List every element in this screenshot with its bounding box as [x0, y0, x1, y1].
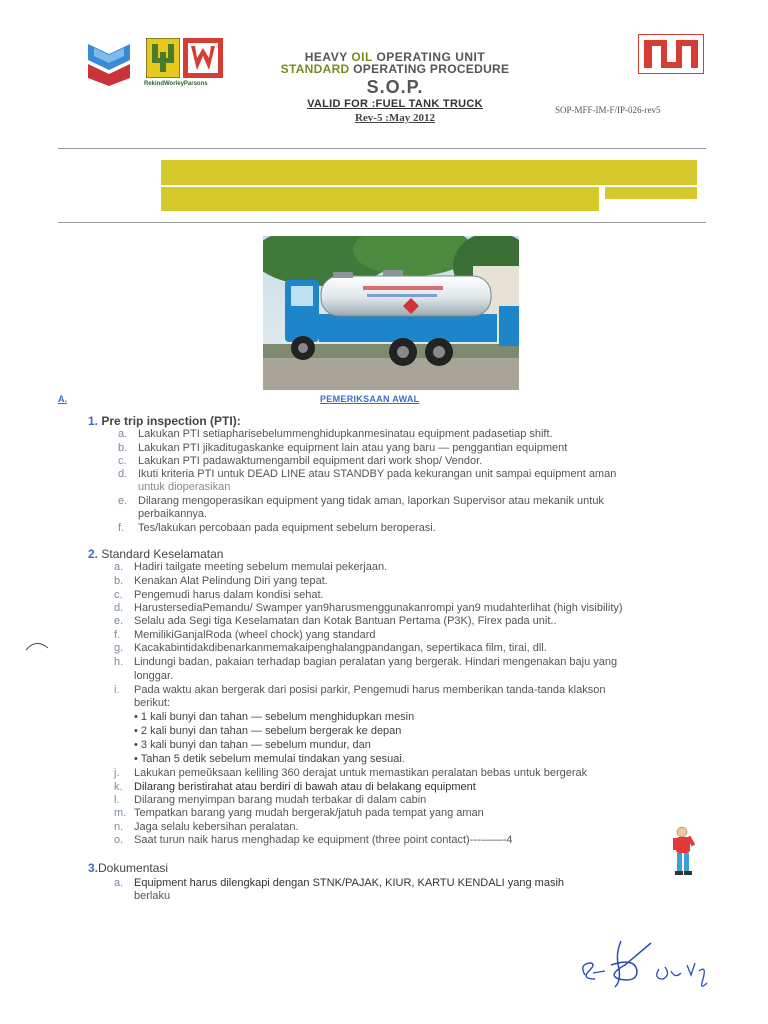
list-item: b. Lakukan PTI jikaditugaskanke equipment lain atau yang baru — penggantian equipment	[118, 442, 568, 454]
list-item: d. HarustersediaPemandu/ Swamper yan9harusmenggunakanrompi yan9 mudahterlihat (high visibility)	[114, 602, 623, 614]
highlight-bar-3	[605, 187, 697, 199]
worker-clipart-icon	[668, 826, 698, 878]
valid-for-line: VALID FOR :FUEL TANK TRUCK	[307, 98, 483, 110]
header-divider	[58, 148, 706, 149]
list-item: a. Hadiri tailgate meeting sebelum memulai pekerjaan.	[114, 561, 388, 573]
horn-signal-bullet: • 1 kali bunyi dan tahan — sebelum menghidupkan mesin	[134, 711, 415, 723]
list-item: j. Lakukan pemeŭksaan keliling 360 derajat untuk memastikan peralatan bebas untuk bergerak	[114, 767, 588, 779]
list-item: b. Kenakan Alat Pelindung Diri yang tepat.	[114, 575, 328, 587]
handwritten-signatures	[575, 935, 720, 1000]
horn-signal-bullet: • Tahan 5 detik sebelum memulai tindakan yang sesuai.	[134, 753, 405, 765]
list-item-continuation: perbaikannya.	[138, 508, 208, 520]
list-item: e. Selalu ada Segi tiga Keselamatan dan Kotak Bantuan Pertama (P3K), Firex pada unit..	[114, 615, 557, 627]
list-item: c. Lakukan PTI padawaktumengambil equipment dari work shop/ Vendor.	[118, 455, 483, 467]
list-item: g. Kacakabintidakdibenarkanmemakaipenghalangpandangan, sepertikaca film, tirai, dll.	[114, 642, 547, 654]
fuel-truck-photo	[263, 236, 519, 390]
list-item: k. Dilarang beristirahat atau berdiri di bawah atau di belakang equipment	[114, 781, 476, 793]
list-item: c. Pengemudi harus dalam kondisi sehat.	[114, 589, 324, 601]
list-item: a. Equipment harus dilengkapi dengan STNK/PAJAK, KIUR, KARTU KENDALI yang masih	[114, 877, 565, 889]
horn-signal-bullet: • 2 kali bunyi dan tahan — sebelum bergerak ke depan	[134, 725, 402, 737]
section2-heading: 2. Standard Keselamatan	[88, 547, 224, 561]
sop-title: S.O.P.	[366, 77, 424, 97]
list-item: h. Lindungi badan, pakaian terhadap bagian peralatan yang bergerak. Hindari mengenakan baju yang	[114, 656, 618, 668]
unit-title: HEAVY OIL OPERATING UNIT	[304, 50, 486, 64]
document-number: SOP-MFF-IM-F/IP-026-rev5	[555, 105, 661, 115]
worleyparsons-logo-icon	[183, 38, 223, 78]
highlight-bar-1	[161, 160, 697, 185]
list-item: a. Lakukan PTI setiapharisebelummenghidupkanmesinatau equipment padasetiap shift.	[118, 428, 553, 440]
list-item: e. Dilarang mengoperasikan equipment yang tidak aman, laporkan Supervisor atau mekanik untuk	[118, 495, 604, 507]
section-a-letter: A.	[58, 394, 67, 404]
section-divider	[58, 222, 706, 223]
list-item-continuation: untuk dioperasikan	[138, 481, 231, 493]
highlight-bar-2	[161, 187, 599, 211]
section3-heading: 3.Dokumentasi	[88, 861, 169, 875]
section1-heading: 1. Pre trip inspection (PTI):	[88, 414, 241, 428]
chevron-logo-icon	[86, 38, 132, 86]
list-item: f. MemilikiGanjalRoda (wheel chock) yang standard	[114, 629, 376, 641]
horn-signal-bullet: • 3 kali bunyi dan tahan — sebelum mundur, dan	[134, 739, 371, 751]
partner-caption: RekindWorleyParsons	[144, 81, 208, 87]
list-item-continuation: berlaku	[134, 890, 171, 902]
list-item: o. Saat turun naik harus menghadap ke equipment (three point contact)---——-4	[114, 834, 513, 846]
list-item-continuation: longgar.	[134, 670, 174, 682]
list-item: l. Dilarang menyimpan barang mudah terbakar di dalam cabin	[114, 794, 427, 806]
list-item: f. Tes/lakukan percobaan pada equipment sebelum beroperasi.	[118, 522, 436, 534]
margin-mark-icon	[24, 638, 50, 652]
list-item-continuation: berikut:	[134, 697, 171, 709]
client-logo-icon	[638, 34, 704, 74]
section-a-title: PEMERIKSAAN AWAL	[320, 394, 420, 404]
list-item: m. Tempatkan barang yang mudah bergerak/jatuh pada tempat yang aman	[114, 807, 484, 819]
list-item: i. Pada waktu akan bergerak dari posisi parkir, Pengemudi harus memberikan tanda-tanda klakson	[114, 684, 606, 696]
procedure-title: STANDARD OPERATING PROCEDURE	[280, 62, 510, 76]
list-item: d. Ikuti kriteria PTI untuk DEAD LINE atau STANDBY pada kekurangan unit sampai equipment aman	[118, 468, 617, 480]
list-item: n. Jaga selalu kebersihan peralatan.	[114, 821, 299, 833]
revision-line: Rev-5 :May 2012	[354, 112, 436, 124]
rekind-logo-icon	[146, 38, 180, 78]
